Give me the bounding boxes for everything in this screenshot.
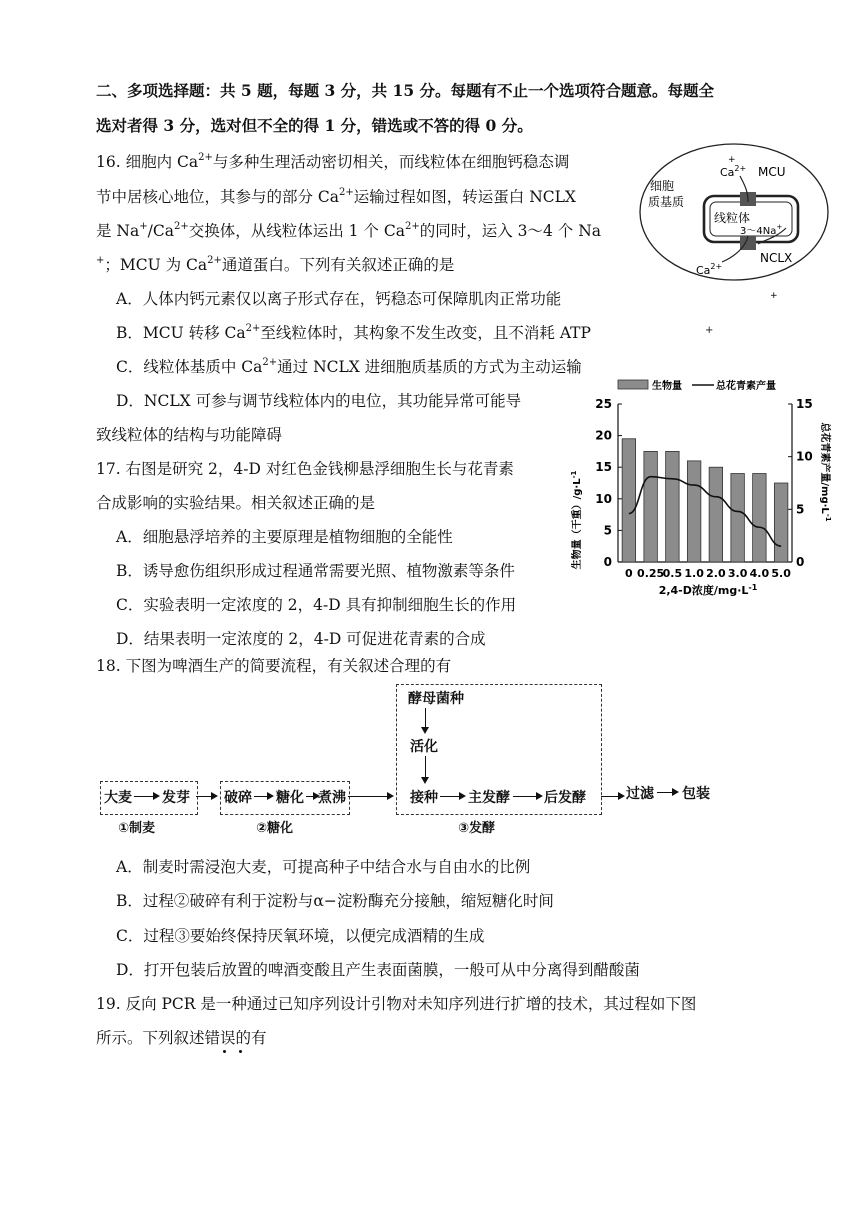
y-axis-label: 生物量（干重）$/g\cdot L^{-1}$ [570, 470, 583, 570]
mcu-label: MCU [758, 165, 786, 179]
arrow-barley-sprout [134, 796, 158, 797]
q17-option-c: C．实验表明一定浓度的 2，4-D 具有抑制细胞生长的作用 [116, 596, 517, 614]
bar-biomass [774, 483, 787, 562]
arrow-activate-inoculate [425, 756, 426, 782]
arrow-saccharify-boil [306, 796, 318, 797]
na-label: 3～4Na+ [740, 223, 783, 237]
x-tick-label: 4.0 [749, 567, 770, 580]
legend-bar-label: 生物量 [652, 381, 682, 392]
cell-diagram [636, 140, 846, 310]
q18-option-b: B．过程②破碎有利于淀粉与α−淀粉酶充分接触，缩短糖化时间 [116, 892, 554, 910]
q16-option-d-line2: 致线粒体的结构与功能障碍 [96, 426, 283, 444]
chart-legend [618, 379, 776, 392]
x-tick-label: 1.0 [684, 567, 704, 580]
x-tick-label: 0.5 [662, 567, 683, 580]
q16-option-c: C．线粒体基质中 $Ca^{2+}$通过 NCLX 进细胞质基质的方式为主动运输 [116, 357, 582, 376]
mitochondrion-label: 线粒体 [714, 211, 751, 225]
bar-biomass [644, 451, 657, 562]
node-post-ferment: 后发酵 [544, 790, 586, 806]
q17-option-b: B．诱导愈伤组织形成过程通常需要光照、植物激素等条件 [116, 562, 515, 580]
x-axis-label: 2,4-D浓度$/mg\cdot L^{-1}$ [658, 583, 758, 597]
node-yeast: 酵母菌种 [408, 691, 464, 707]
y-tick-label: 10 [595, 491, 612, 506]
bar-biomass [666, 451, 679, 562]
arrow-boil-inoculate [348, 796, 392, 797]
q18-option-c: C．过程③要始终保持厌氧环境，以便完成酒精的生成 [116, 927, 485, 945]
node-saccharify: 糖化 [276, 790, 304, 806]
bar-biomass [731, 474, 744, 562]
q17-stem-line1: 17. 右图是研究 2，4-D 对红色金钱柳悬浮细胞生长与花青素 [96, 460, 514, 478]
y-tick-label: 0 [603, 555, 612, 569]
q16-stem-line3: 是 $Na^+/Ca^{2+}$交换体，从线粒体运出 1 个 $Ca^{2+}$的同时，运入 3～4 个 Na [96, 221, 602, 240]
stage1-label: ①制麦 [118, 821, 156, 836]
emphasis-dot [239, 1050, 242, 1053]
cytoplasm-label-2: 质基质 [648, 195, 685, 209]
cytoplasm-label-1: 细胞 [650, 179, 675, 193]
node-boil: 煮沸 [318, 790, 346, 806]
arrow-yeast-activate [425, 708, 426, 732]
node-main-ferment: 主发酵 [468, 790, 510, 806]
node-sprout: 发芽 [162, 790, 190, 806]
node-crush: 破碎 [224, 790, 252, 806]
x-tick-label: 5.0 [771, 567, 791, 580]
y-right-tick-label: 5 [796, 502, 805, 517]
x-tick-label: 3.0 [727, 567, 748, 580]
q17-option-a: A．细胞悬浮培养的主要原理是植物细胞的全能性 [116, 528, 453, 546]
q16-stem-line2: 节中居核心地位，其参与的部分 $Ca^{2+}$运输过程如图，转运蛋白 NCLX [96, 187, 576, 206]
y-tick-label: 15 [595, 460, 612, 475]
x-tick-label: 0.25 [637, 567, 665, 580]
node-barley: 大麦 [104, 790, 132, 806]
svg-text:+: + [770, 291, 778, 301]
q19-stem-line1: 19. 反向 PCR 是一种通过已知序列设计引物对未知序列进行扩增的技术，其过程如下图 [96, 995, 697, 1013]
ca-bottom-label: $Ca^{2+}$ [696, 262, 723, 277]
section-header-line2: 选对者得 3 分，选对但不全的得 1 分，错选或不答的得 0 分。 [96, 116, 533, 135]
arrow-sprout-crush [196, 796, 216, 797]
y-tick-label: 20 [595, 428, 612, 443]
q17-stem-line2: 合成影响的实验结果。相关叙述正确的是 [96, 494, 376, 512]
q18-option-a: A．制麦时需浸泡大麦，可提高种子中结合水与自由水的比例 [116, 858, 531, 876]
bar-biomass [687, 461, 700, 562]
arrow-inoculate-main [440, 796, 464, 797]
q16-option-b: B．MCU 转移 $Ca^{2+}$至线粒体时，其构象不发生改变，且不消耗 ATP [116, 323, 591, 342]
arrow-crush-saccharify [254, 796, 272, 797]
q16-option-d-line1: D．NCLX 可参与调节线粒体内的电位，其功能异常可能导 [116, 392, 522, 410]
q16-stem-line4: +；MCU 为 $Ca^{2+}$通道蛋白。下列有关叙述正确的是 [96, 255, 455, 274]
arrow-filter-pack [657, 792, 677, 793]
y-axis-right-label: 总花青素产量$/mg\cdot L^{-1}$ [819, 422, 832, 522]
node-inoculate: 接种 [410, 790, 438, 806]
y-tick-label: 5 [603, 523, 612, 538]
bar-biomass [753, 474, 766, 562]
svg-text:+: + [728, 155, 736, 165]
stage3-label: ③发酵 [458, 821, 496, 836]
x-tick-label: 2.0 [706, 567, 726, 580]
node-activate: 活化 [410, 739, 438, 755]
legend-line-label: 总花青素产量 [716, 381, 776, 392]
q16-option-a: A．人体内钙元素仅以离子形式存在，钙稳态可保障肌肉正常功能 [116, 290, 562, 308]
node-pack: 包装 [682, 786, 710, 802]
biomass-anthocyanin-chart [566, 376, 846, 608]
arrow-main-post [513, 796, 541, 797]
q17-option-d: D．结果表明一定浓度的 2，4-D 可促进花青素的合成 [116, 630, 486, 648]
legend-bar-swatch [618, 380, 648, 389]
arrow-post-filter [601, 796, 623, 797]
nclx-label: NCLX [760, 251, 793, 265]
ca-top-label: $Ca^{2+}$ [720, 164, 747, 179]
q18-option-d: D．打开包装后放置的啤酒变酸且产生表面菌膜，一般可从中分离得到醋酸菌 [116, 961, 640, 979]
section-header-line1: 二、多项选择题：共 5 题，每题 3 分，共 15 分。每题有不止一个选项符合题意。每题全 [96, 81, 715, 100]
y-right-tick-label: 15 [796, 397, 813, 411]
q18-stem: 18. 下图为啤酒生产的简要流程，有关叙述合理的有 [96, 657, 452, 675]
q16-stem-line1: 16. 细胞内 $Ca^{2+}$与多种生理活动密切相关，而线粒体在细胞钙稳态调 [96, 152, 570, 171]
bar-biomass [622, 439, 635, 562]
y-tick-label: 25 [595, 397, 612, 411]
y-right-tick-label: 10 [796, 449, 813, 464]
stage2-label: ②糖化 [256, 821, 294, 836]
emphasis-dot [223, 1050, 226, 1053]
bar-biomass [709, 467, 722, 562]
node-filter: 过滤 [626, 786, 654, 802]
x-tick-label: 0 [625, 567, 633, 580]
stray-plus-mark: + [705, 325, 714, 336]
y-right-tick-label: 0 [796, 555, 805, 569]
q19-stem-line2: 所示。下列叙述错误的有 [96, 1029, 267, 1047]
